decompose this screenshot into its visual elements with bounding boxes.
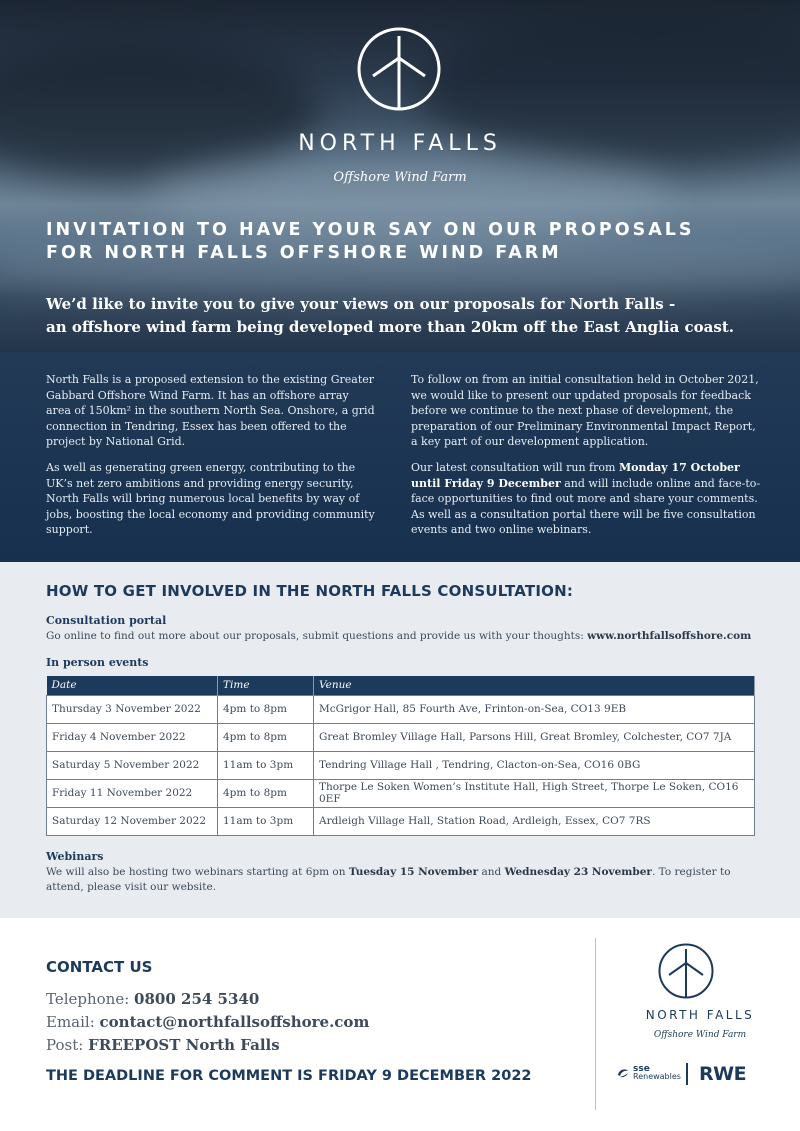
text-span: Our latest consultation will run from (411, 460, 619, 474)
contact-section (0, 918, 800, 1131)
info-paragraph: As well as a consultation portal there will be five consultation events and two online webinars. (411, 507, 756, 537)
info-column-left (46, 372, 376, 548)
brand-name: NORTH FALLS (298, 131, 502, 156)
logo-separator (686, 1063, 688, 1085)
divider (595, 938, 596, 1110)
event-date: Friday 11 November 2022 (47, 779, 218, 807)
event-time: 11am to 3pm (218, 751, 314, 779)
portal-text (46, 629, 766, 644)
wind-turbine-logo-icon (657, 942, 715, 1000)
event-venue: Great Bromley Village Hall, Parsons Hill, Great Bromley, Colchester, CO7 7JA (314, 723, 755, 751)
table-header-row (47, 676, 755, 695)
info-paragraph: North Falls is a proposed extension to the existing Greater Gabbard Offshore Wind Farm. It has an offshore array area of 150km² in the southern North Sea. Onshore, a grid connection in Tendring, Essex has been offered to the project by National Grid. (46, 373, 375, 449)
email-link[interactable]: contact@northfallsoffshore.com (99, 1013, 370, 1031)
table-row (47, 807, 755, 835)
contact-email (46, 1013, 369, 1031)
text-span: Post: (46, 1036, 89, 1054)
event-venue: McGrigor Hall, 85 Fourth Ave, Frinton-on-Sea, CO13 9EB (314, 695, 755, 723)
info-paragraph: To follow on from an initial consultation held in October 2021, we would like to present our updated proposals for feedback before we continue to the next phase of development, the preparation of our Preliminary Environmental Impact Report, a key part of our development application. (411, 373, 759, 449)
webinar-date: Tuesday 15 November (348, 866, 479, 878)
headline-line-1: INVITATION TO HAVE YOUR SAY ON OUR PROPOSALS (46, 220, 695, 240)
intro-text (46, 293, 786, 339)
contact-post (46, 1036, 280, 1054)
wind-turbine-logo-icon (356, 26, 442, 112)
rwe-logo: RWE (699, 1063, 747, 1085)
brand-subtitle: Offshore Wind Farm (333, 170, 467, 185)
sse-label: sse (633, 1064, 650, 1074)
text-span: We will also be hosting two webinars starting at 6pm on (46, 866, 349, 878)
webinars-heading: Webinars (46, 850, 104, 863)
event-date: Friday 4 November 2022 (47, 723, 218, 751)
text-span: Telephone: (46, 990, 135, 1008)
event-venue: Thorpe Le Soken Women’s Institute Hall, High Street, Thorpe Le Soken, CO16 0EF (314, 779, 755, 807)
event-venue: Ardleigh Village Hall, Station Road, Ardleigh, Essex, CO7 7RS (314, 807, 755, 835)
deadline-notice: THE DEADLINE FOR COMMENT IS FRIDAY 9 DECEMBER 2022 (46, 1068, 532, 1084)
contact-telephone (46, 990, 259, 1008)
get-involved-section (0, 562, 800, 918)
table-row (47, 695, 755, 723)
text-span: Email: (46, 1013, 100, 1031)
portal-heading: Consultation portal (46, 614, 167, 627)
brand-subtitle: Offshore Wind Farm (653, 1030, 747, 1040)
text-span: and will include online and face-to-face opportunities to find out more and share your comments. (411, 476, 761, 506)
event-time: 11am to 3pm (218, 807, 314, 835)
event-venue: Tendring Village Hall , Tendring, Clacton-on-Sea, CO16 0BG (314, 751, 755, 779)
events-table (46, 676, 755, 836)
hero-banner (0, 0, 800, 352)
telephone-number[interactable]: 0800 254 5340 (134, 990, 260, 1008)
brand-name: NORTH FALLS (645, 1008, 755, 1022)
column-header-date: Date (47, 676, 218, 695)
webinar-date: Wednesday 23 November (504, 866, 652, 878)
sse-text (633, 1065, 681, 1081)
events-heading: In person events (46, 656, 149, 669)
info-band (0, 352, 800, 562)
webinars-text (46, 865, 758, 895)
event-time: 4pm to 8pm (218, 779, 314, 807)
table-row (47, 723, 755, 751)
event-date: Saturday 5 November 2022 (47, 751, 218, 779)
contact-title: CONTACT US (46, 958, 153, 976)
consultation-dates: Monday 17 October until Friday 9 December (411, 460, 740, 490)
table-row (47, 779, 755, 807)
portal-link[interactable]: www.northfallsoffshore.com (587, 630, 752, 642)
event-date: Thursday 3 November 2022 (47, 695, 218, 723)
headline-line-2: FOR NORTH FALLS OFFSHORE WIND FARM (46, 243, 562, 263)
sse-renewables-logo (616, 1065, 681, 1081)
table-row (47, 751, 755, 779)
event-time: 4pm to 8pm (218, 695, 314, 723)
info-paragraph (411, 460, 761, 507)
renewables-label: Renewables (633, 1072, 681, 1081)
column-header-time: Time (218, 676, 314, 695)
text-span: and (478, 866, 505, 878)
sse-swirl-icon (616, 1066, 630, 1080)
headline (46, 219, 766, 265)
info-column-right (411, 372, 761, 548)
info-paragraph: As well as generating green energy, contributing to the UK’s net zero ambitions and providing energy security, North Falls will bring numerous local benefits by way of jobs, boosting the local economy and providing community support. (46, 460, 375, 537)
text-span: Go online to find out more about our proposals, submit questions and provide us with your thoughts: (46, 630, 588, 642)
intro-line-1: We’d like to invite you to give your views on our proposals for North Falls - (46, 295, 676, 313)
event-time: 4pm to 8pm (218, 723, 314, 751)
event-date: Saturday 12 November 2022 (47, 807, 218, 835)
section-title: HOW TO GET INVOLVED IN THE NORTH FALLS CONSULTATION: (46, 582, 574, 600)
column-header-venue: Venue (314, 676, 755, 695)
text-span: . To register to attend, please visit our website. (46, 866, 731, 893)
intro-line-2: an offshore wind farm being developed more than 20km off the East Anglia coast. (46, 318, 734, 336)
post-address: FREEPOST North Falls (88, 1036, 280, 1054)
